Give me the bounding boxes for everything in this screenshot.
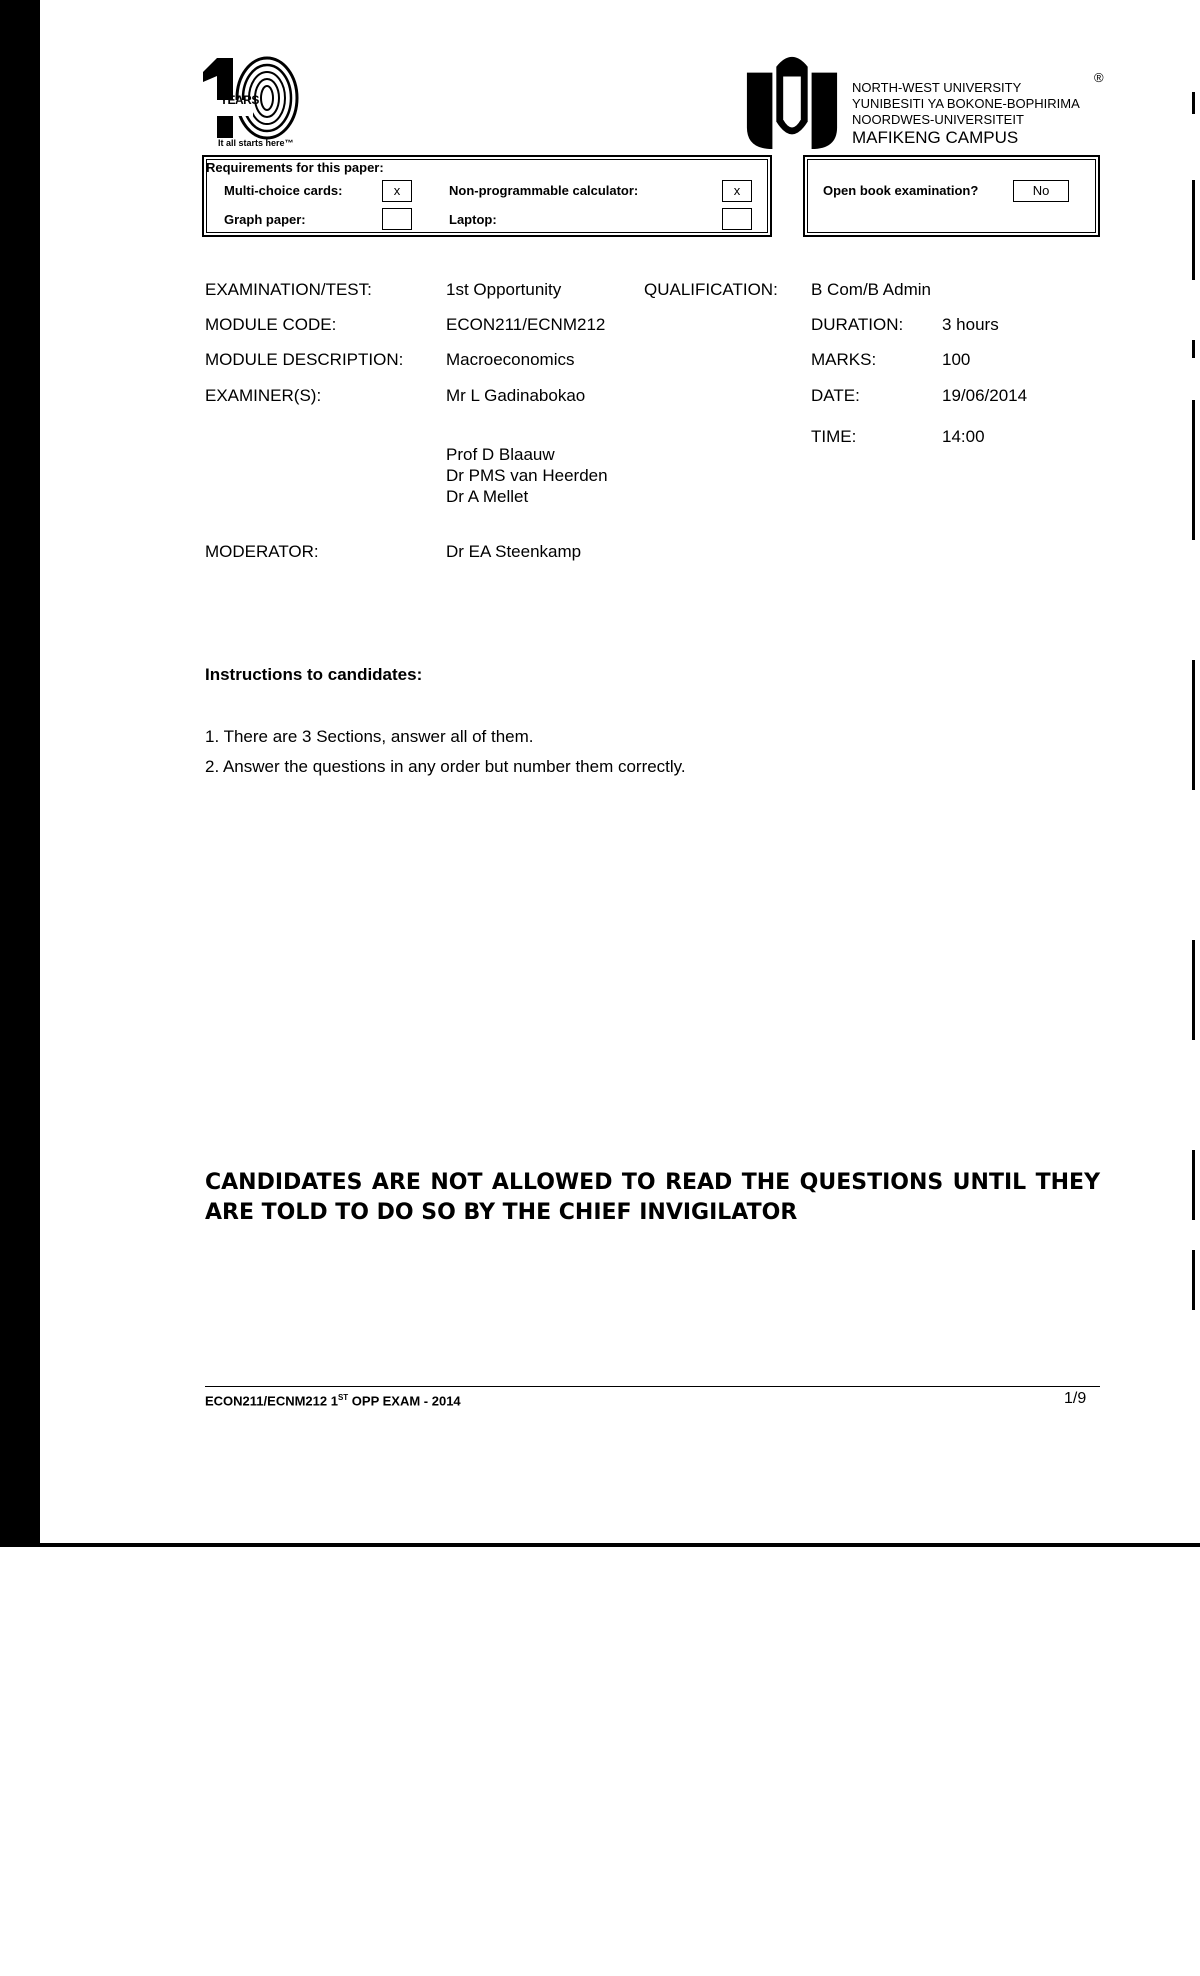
exam-label: EXAMINATION/TEST: [205,280,372,299]
invigilator-warning: CANDIDATES ARE NOT ALLOWED TO READ THE QUESTIONS UNTIL THEY ARE TOLD TO DO SO BY THE CHIEF INVIGILATOR [205,1170,1100,1225]
campus-name: MAFIKENG CAMPUS [852,128,1019,147]
registered-mark: ® [1094,70,1104,85]
instruction-item-1: 1. There are 3 Sections, answer all of them. [205,727,534,746]
time-value: 14:00 [942,427,985,446]
requirements-title: Requirements for this paper: [206,160,384,175]
date-value: 19/06/2014 [942,386,1028,405]
nwu-logo [743,53,841,151]
footer-code-suffix: OPP EXAM - 2014 [348,1393,461,1409]
examiner-4: Dr A Mellet [446,487,529,506]
marks-label: MARKS: [811,350,877,369]
examiners-label: EXAMINER(S): [205,386,322,405]
scan-mark [1192,92,1195,114]
scan-mark [1192,180,1195,280]
module-description-label: MODULE DESCRIPTION: [205,350,404,369]
open-book-label: Open book examination? [823,183,979,198]
scan-mark [1192,340,1195,358]
duration-label: DURATION: [811,315,904,334]
university-name-tn: YUNIBESITI YA BOKONE-BOPHIRIMA [852,96,1080,111]
examiner-2: Prof D Blaauw [446,445,555,464]
duration-value: 3 hours [942,315,999,334]
moderator-label: MODERATOR: [205,542,319,561]
laptop-checkbox [722,208,752,230]
graph-paper-label: Graph paper: [224,212,306,227]
scan-mark [1192,400,1195,540]
university-name-en: NORTH-WEST UNIVERSITY [852,80,1022,95]
moderator-value: Dr EA Steenkamp [446,542,582,561]
qualification-value: B Com/B Admin [811,280,931,299]
laptop-label: Laptop: [449,212,497,227]
scan-mark [1192,940,1195,1040]
marks-value: 100 [942,350,971,369]
university-name-af: NOORDWES-UNIVERSITEIT [852,112,1024,127]
exam-value: 1st Opportunity [446,280,562,299]
scan-mark [1192,660,1195,790]
footer-code-sup: ST [337,1393,349,1402]
calculator-checkbox: x [722,180,752,202]
module-description-value: Macroeconomics [446,350,575,369]
tagline: It all starts here™ [218,138,294,148]
scan-left-border [0,0,40,1546]
module-code-value: ECON211/ECNM212 [446,315,606,334]
years-label: YEARS [220,93,259,107]
footer-divider [205,1386,1100,1387]
scan-mark [1192,1150,1195,1220]
examiner-primary: Mr L Gadinabokao [446,386,586,405]
instructions-title: Instructions to candidates: [205,665,423,684]
open-book-value: No [1013,180,1069,202]
multi-choice-label: Multi-choice cards: [224,183,343,198]
examiner-3: Dr PMS van Heerden [446,466,608,485]
university-name [852,80,1080,148]
graph-paper-checkbox [382,208,412,230]
scan-mark [1192,1250,1195,1310]
date-label: DATE: [811,386,860,405]
instruction-item-2: 2. Answer the questions in any order but number them correctly. [205,757,686,776]
footer-code-prefix: ECON211/ECNM212 1 [205,1393,338,1409]
calculator-label: Non-programmable calculator: [449,183,639,198]
footer-exam-code [205,1393,461,1408]
module-code-label: MODULE CODE: [205,315,337,334]
qualification-label: QUALIFICATION: [644,280,778,299]
time-label: TIME: [811,427,857,446]
page-number: 1/9 [1064,1390,1087,1407]
scan-bottom-border [0,1543,1200,1547]
multi-choice-checkbox: x [382,180,412,202]
